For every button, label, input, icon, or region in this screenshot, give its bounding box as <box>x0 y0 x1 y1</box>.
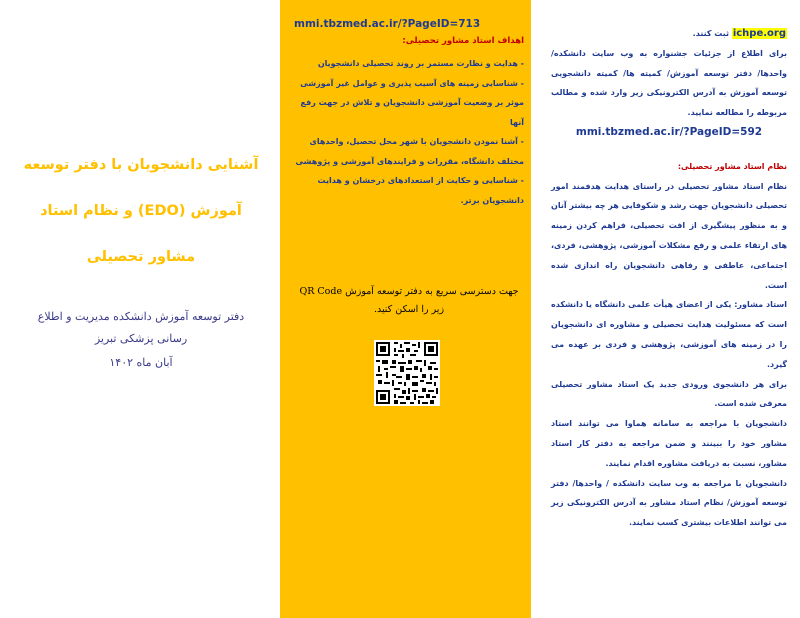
student-committee-link[interactable]: mmi.tbzmed.ac.ir/?PageID=592 <box>575 125 763 138</box>
goal-item: - آشنا نمودن دانشجویان با شهر محل تحصیل، واحدهای مختلف دانشگاه، مقررات و فرایندهای آموزشی و پژوهشی <box>295 137 524 166</box>
website-paragraph: دانشجویان با مراجعه به وب سایت دانشکده / واحدها/ دفتر توسعه آموزش/ نظام استاد مشاور به آدرس الکترونیکی زیر می توانند اطلاعات بیشتری کسب نمایند. <box>551 478 787 528</box>
advisor-system-heading: نظام استاد مشاور تحصیلی: <box>677 161 787 171</box>
goal-item: - شناسایی و حکایت از استعدادهای درخشان و هدایت دانشجویان برتر. <box>317 176 524 205</box>
edo-page-link[interactable]: mmi.tbzmed.ac.ir/?PageID=713 <box>294 18 481 30</box>
festival-register-line <box>551 24 787 44</box>
goal-item: - شناسایی زمینه های آسیب پذیری و عوامل غیر آموزشی موثر بر وضعیت آموزشی دانشجویان و تلاش در جهت رفع آنها <box>300 78 524 127</box>
right-panel <box>531 0 800 618</box>
advisor-definition-paragraph: استاد مشاور: یکی از اعضای هیأت علمی دانشگاه یا دانشکده است که مسئولیت هدایت تحصیلی و مشاوره ای دانشجویان را در زمینه های آموزشی، پژوهشی و فردی بر عهده می گیرد. <box>551 300 787 369</box>
register-suffix: ثبت کنند. <box>692 29 732 38</box>
ichpe-link[interactable]: ichpe.org <box>732 28 786 39</box>
middle-panel <box>280 0 531 618</box>
qr-access-text: جهت دسترسی سریع به دفتر توسعه آموزش QR Code زیر را اسکن کنید. <box>299 286 519 315</box>
festival-info-paragraph: برای اطلاع از جزئیات جشنواره به وب سایت دانشکده/ واحدها/ دفتر توسعه آموزش/ کمیته ها/ کمیته دانشجویی توسعه آموزش به آدرس الکترونیکی زیر وارد شده و مطالب مربوطه را مطالعه نمایید. <box>551 48 787 118</box>
hamava-paragraph: دانشجویان با مراجعه به سامانه هماوا می توانند استاد مشاور خود را ببینند و ضمن مراجعه به دفتر کار استاد مشاور، نسبت به دریافت مشاوره اقدام نمایند. <box>551 419 787 468</box>
left-panel <box>0 0 280 618</box>
new-student-paragraph: برای هر دانشجوی ورودی جدید یک استاد مشاور تحصیلی معرفی شده است. <box>551 379 787 409</box>
qr-code-icon[interactable] <box>374 340 440 406</box>
advisor-goals-list <box>294 54 524 210</box>
issue-date: آبان ماه ۱۴۰۲ <box>109 356 173 369</box>
right-column-text <box>551 24 787 533</box>
advisor-goals-heading: اهداف استاد مشاور تحصیلی: <box>402 36 524 46</box>
advisor-system-paragraph: نظام استاد مشاور تحصیلی در راستای هدایت هدفمند امور تحصیلی دانشجویان جهت رشد و شکوفایی هر چه بیشتر آنان و به منظور پیشگیری از افت تحصیلی، فراهم کردن زمینه های ارتقاء علمی و رفع مشکلات آموزشی، پژوهشی، فردی، اجتماعی، عاطفی و رفاهی دانشجویان راه اندازی شده است. <box>551 181 787 290</box>
office-name: دفتر توسعه آموزش دانشکده مدیریت و اطلاع رسانی پزشکی تبریز <box>37 310 245 345</box>
goal-item: - هدایت و نظارت مستمر بر روند تحصیلی دانشجویان <box>317 59 524 68</box>
brochure-title: آشنایی دانشجویان با دفتر توسعه آموزش (EDO) و نظام استاد مشاور تحصیلی <box>23 157 259 265</box>
